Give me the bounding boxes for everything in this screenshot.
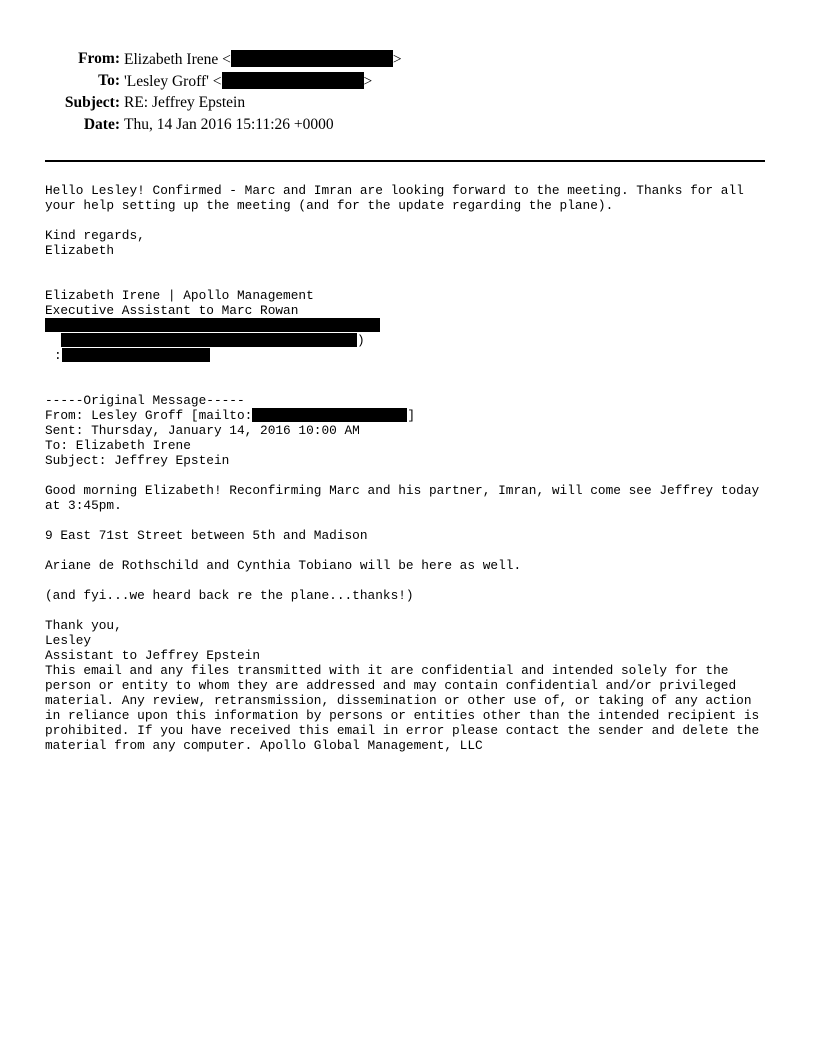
original-subject: Subject: Jeffrey Epstein (45, 453, 230, 468)
disclaimer-line: material. Any review, retransmission, dissemination or other use of, or taking of any action (45, 693, 752, 708)
original-sender-title: Assistant to Jeffrey Epstein (45, 648, 261, 663)
redacted-block (62, 348, 210, 362)
reply-closing: Kind regards, (45, 228, 145, 243)
signature-name-company: Elizabeth Irene | Apollo Management (45, 288, 314, 303)
signature-colon: : (54, 348, 62, 363)
original-sender: Lesley (45, 633, 92, 648)
header-date-row (0, 116, 816, 138)
subject-value: RE: Jeffrey Epstein (124, 94, 246, 111)
original-from-end: ] (407, 408, 416, 423)
original-fyi: (and fyi...we heard back re the plane...thanks!) (45, 588, 414, 603)
disclaimer-line: material from any computer. Apollo Global Management, LLC (45, 738, 483, 753)
subject-label: Subject: (64, 94, 120, 111)
from-value (124, 50, 402, 69)
reply-line: Hello Lesley! Confirmed - Marc and Imran are looking forward to the meeting. Thanks for all (45, 183, 744, 198)
disclaimer-line: prohibited. If you have received this email in error please contact the sender and delete the (45, 723, 760, 738)
disclaimer-line: in reliance upon this information by persons or entities other than the intended recipient is (45, 708, 760, 723)
redacted-email-original (252, 408, 407, 422)
signature-redacted-line (45, 348, 785, 363)
original-guests: Ariane de Rothschild and Cynthia Tobiano will be here as well. (45, 558, 522, 573)
original-from-text: From: Lesley Groff [mailto: (45, 408, 253, 423)
header-subject-row (0, 94, 816, 116)
email-body (45, 183, 785, 753)
original-thanks: Thank you, (45, 618, 122, 633)
signature-paren: ) (357, 333, 365, 348)
email-header (0, 50, 816, 138)
redacted-email-to (222, 72, 364, 89)
from-close-bracket: > (392, 51, 402, 68)
original-sent: Sent: Thursday, January 14, 2016 10:00 AM (45, 423, 360, 438)
original-address: 9 East 71st Street between 5th and Madison (45, 528, 368, 543)
signature-title: Executive Assistant to Marc Rowan (45, 303, 299, 318)
original-to: To: Elizabeth Irene (45, 438, 191, 453)
disclaimer-line: This email and any files transmitted with it are confidential and intended solely for the (45, 663, 729, 678)
to-close-bracket: > (363, 73, 373, 90)
reply-line: your help setting up the meeting (and for the update regarding the plane). (45, 198, 614, 213)
to-value (124, 72, 372, 91)
original-separator: -----Original Message----- (45, 393, 245, 408)
date-label: Date: (83, 116, 120, 133)
to-label: To: (98, 72, 120, 89)
reply-signoff-name: Elizabeth (45, 243, 115, 258)
signature-redacted-line (45, 333, 785, 348)
signature-redacted-line (45, 318, 785, 333)
header-from-row (0, 50, 816, 72)
redacted-block (61, 333, 357, 347)
original-greeting-line: at 3:45pm. (45, 498, 122, 513)
date-value: Thu, 14 Jan 2016 15:11:26 +0000 (124, 116, 334, 133)
original-from (45, 408, 785, 423)
disclaimer-line: person or entity to whom they are addressed and may contain confidential and/or privileged (45, 678, 737, 693)
redacted-email-from (231, 50, 393, 67)
to-name: 'Lesley Groff' < (124, 73, 222, 90)
from-label: From: (78, 50, 120, 67)
header-to-row (0, 72, 816, 94)
from-name: Elizabeth Irene < (124, 51, 231, 68)
original-greeting-line: Good morning Elizabeth! Reconfirming Marc and his partner, Imran, will come see Jeffrey today (45, 483, 760, 498)
header-divider (45, 160, 765, 162)
redacted-block (45, 318, 380, 332)
